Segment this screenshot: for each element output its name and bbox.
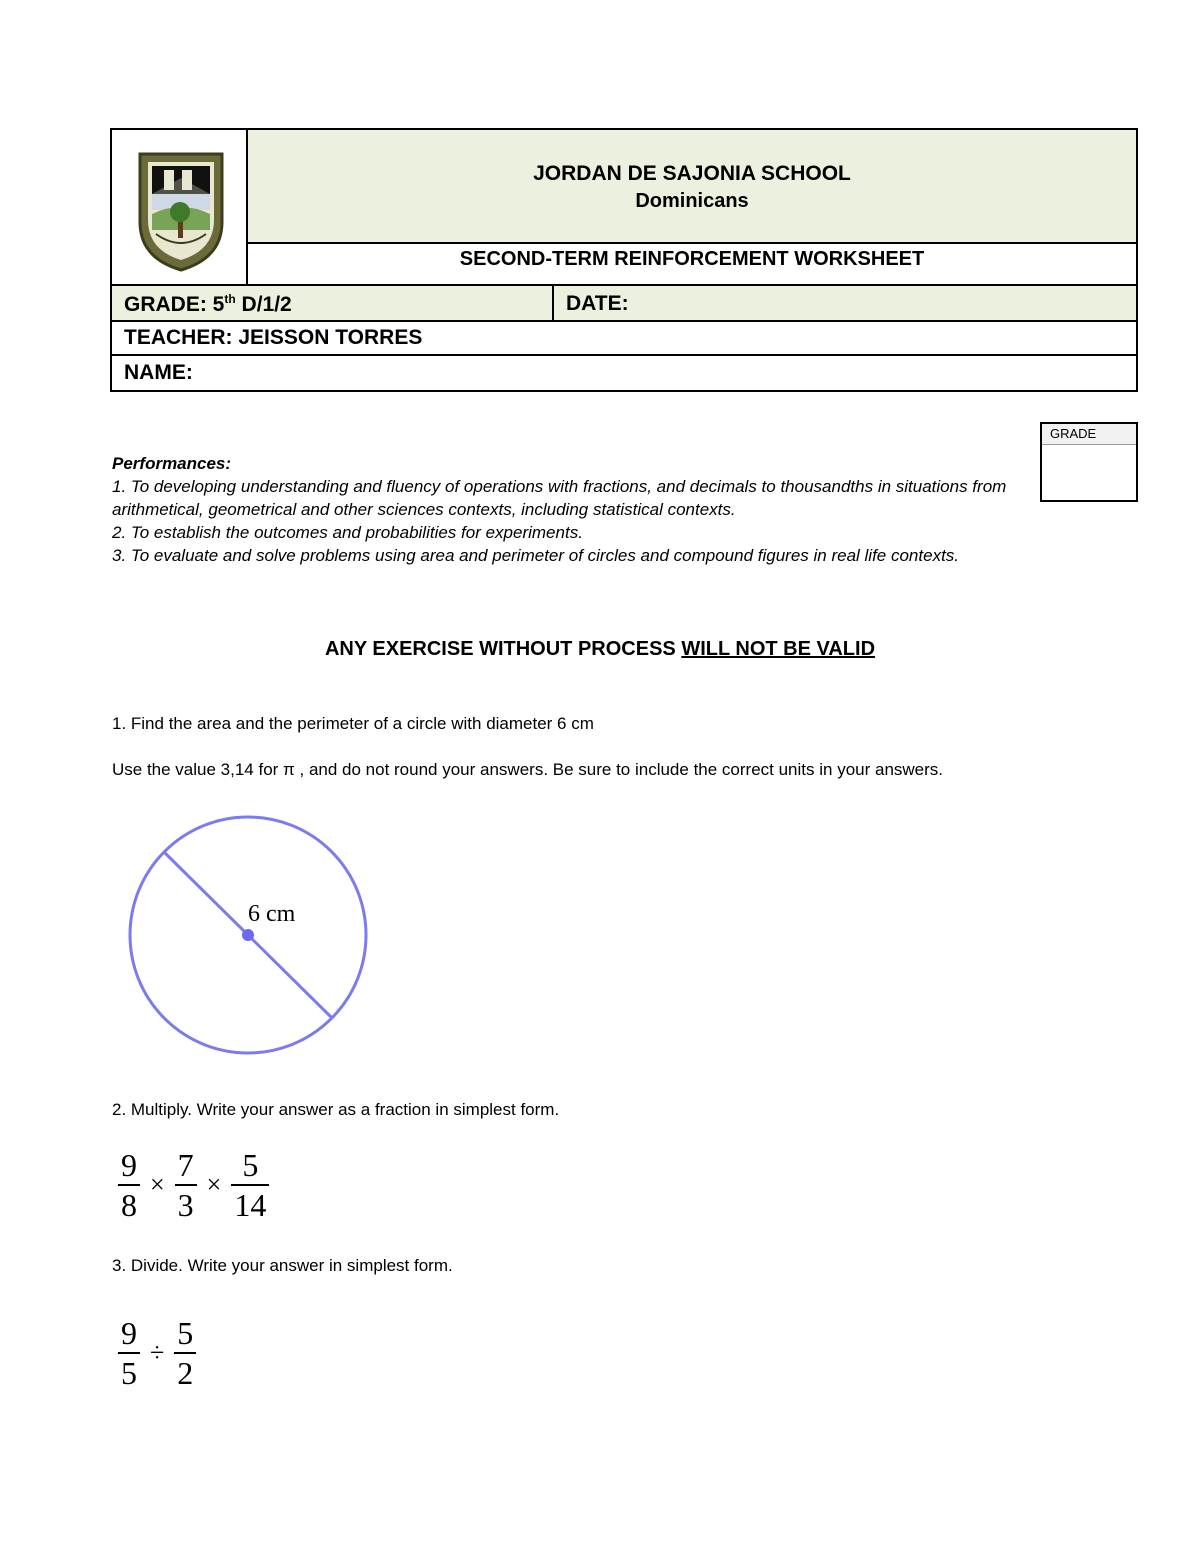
grade-label: GRADE: 5th D/1/2 <box>124 292 292 316</box>
performances-section <box>112 452 1022 567</box>
performance-item: 3. To evaluate and solve problems using area and perimeter of circles and compound figures in real life contexts. <box>112 546 960 565</box>
division-expression <box>118 1314 196 1392</box>
school-name-cell <box>246 128 1138 244</box>
question-3: 3. Divide. Write your answer in simplest form. <box>112 1256 453 1275</box>
performance-item: 2. To establish the outcomes and probabilities for experiments. <box>112 523 583 542</box>
multiply-operator: × <box>150 1170 165 1199</box>
name-label: NAME: <box>124 361 193 384</box>
process-warning: ANY EXERCISE WITHOUT PROCESS WILL NOT BE VALID <box>324 638 876 660</box>
school-crest-logo <box>112 130 246 284</box>
fraction: $\frac{5}{2}$ <box>174 1314 196 1392</box>
multiplication-expression <box>118 1146 269 1224</box>
school-name: JORDAN DE SAJONIA SCHOOL <box>533 162 851 185</box>
worksheet-title: SECOND-TERM REINFORCEMENT WORKSHEET <box>459 248 925 270</box>
name-cell <box>110 354 1138 392</box>
multiply-operator: × <box>206 1170 222 1199</box>
school-subtitle: Dominicans <box>635 190 749 212</box>
divide-operator: ÷ <box>150 1338 165 1367</box>
date-label: DATE: <box>566 292 629 315</box>
question-1: 1. Find the area and the perimeter of a circle with diameter 6 cm <box>112 714 594 733</box>
circle-diagram <box>120 808 380 1064</box>
question-2: 2. Multiply. Write your answer as a fraction in simplest form. <box>112 1100 560 1119</box>
grade-score-label: GRADE <box>1042 424 1136 445</box>
teacher-label: TEACHER: JEISSON TORRES <box>124 326 423 349</box>
fraction: $\frac{9}{5}$ <box>118 1314 140 1392</box>
teacher-cell <box>110 320 1138 356</box>
performances-title: Performances: <box>112 454 232 473</box>
school-crest-cell <box>110 128 248 286</box>
grade-cell <box>110 284 554 322</box>
question-1-note: Use the value 3,14 for π , and do not round your answers. Be sure to include the correct units in your answers. <box>112 760 944 779</box>
performance-item: 1. To developing understanding and fluency of operations with fractions, and decimals to thousandths in situations from arithmetical, geometrical and other sciences contexts, including statistical contexts. <box>112 477 1007 519</box>
fraction: $\frac{9}{8}$ <box>118 1146 140 1224</box>
diameter-label: 6 cm <box>248 901 296 927</box>
worksheet-title-cell <box>246 242 1138 286</box>
fraction: $\frac{5}{14}$ <box>231 1146 269 1224</box>
date-cell <box>552 284 1138 322</box>
circle-center-point <box>242 929 254 941</box>
fraction: $\frac{7}{3}$ <box>175 1146 197 1224</box>
grade-score-box <box>1040 422 1138 502</box>
